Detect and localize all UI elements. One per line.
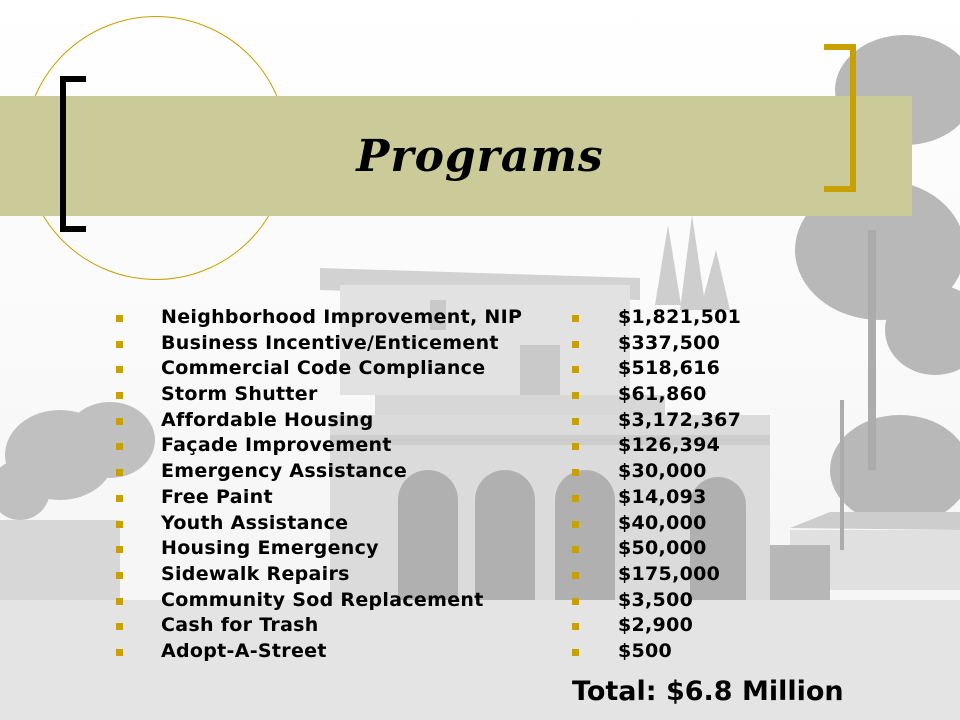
program-name: Commercial Code Compliance <box>161 357 486 380</box>
program-amount: $337,500 <box>618 331 721 354</box>
list-item <box>572 459 741 485</box>
bullet-icon <box>116 623 123 630</box>
program-amount: $14,093 <box>618 485 707 508</box>
program-amount: $126,394 <box>618 434 721 457</box>
bullet-icon <box>572 418 579 425</box>
program-name: Storm Shutter <box>161 383 318 406</box>
total-amount: Total: $6.8 Million <box>572 676 844 707</box>
program-names-list <box>116 305 522 665</box>
program-name: Community Sod Replacement <box>161 588 484 611</box>
program-amount: $40,000 <box>618 511 707 534</box>
list-item <box>572 408 741 434</box>
bullet-icon <box>116 366 123 373</box>
bullet-icon <box>572 598 579 605</box>
bullet-icon <box>572 469 579 476</box>
program-name: Affordable Housing <box>161 408 374 431</box>
program-amounts-list <box>572 305 741 665</box>
program-amount: $518,616 <box>618 357 721 380</box>
bullet-icon <box>116 649 123 656</box>
bullet-icon <box>572 572 579 579</box>
list-item <box>572 382 741 408</box>
list-item <box>116 511 522 537</box>
bullet-icon <box>572 546 579 553</box>
bullet-icon <box>116 469 123 476</box>
program-amount: $50,000 <box>618 537 707 560</box>
list-item <box>572 588 741 614</box>
list-item <box>116 459 522 485</box>
bullet-icon <box>116 418 123 425</box>
program-amount: $175,000 <box>618 562 721 585</box>
list-item <box>572 613 741 639</box>
list-item <box>116 331 522 357</box>
list-item <box>572 485 741 511</box>
list-item <box>116 305 522 331</box>
bullet-icon <box>116 392 123 399</box>
program-amount: $3,500 <box>618 588 694 611</box>
list-item <box>572 433 741 459</box>
bullet-icon <box>116 572 123 579</box>
bullet-icon <box>572 623 579 630</box>
list-item <box>572 305 741 331</box>
program-name: Sidewalk Repairs <box>161 562 350 585</box>
bullet-icon <box>572 521 579 528</box>
bullet-icon <box>116 315 123 322</box>
program-name: Housing Emergency <box>161 537 379 560</box>
program-name: Youth Assistance <box>161 511 349 534</box>
program-name: Emergency Assistance <box>161 460 408 483</box>
list-item <box>572 511 741 537</box>
list-item <box>116 639 522 665</box>
program-name: Adopt-A-Street <box>161 639 327 662</box>
program-amount: $30,000 <box>618 460 707 483</box>
program-amount: $500 <box>618 639 673 662</box>
program-amount: $61,860 <box>618 383 707 406</box>
bullet-icon <box>572 649 579 656</box>
program-amount: $1,821,501 <box>618 306 742 328</box>
bullet-icon <box>116 341 123 348</box>
list-item <box>572 356 741 382</box>
list-item <box>116 485 522 511</box>
program-name: Cash for Trash <box>161 614 319 637</box>
list-item <box>116 356 522 382</box>
program-amount: $3,172,367 <box>618 408 742 431</box>
program-name: Neighborhood Improvement, NIP <box>161 306 523 328</box>
list-item <box>572 331 741 357</box>
list-item <box>116 536 522 562</box>
bullet-icon <box>116 598 123 605</box>
list-item <box>116 588 522 614</box>
program-name: Free Paint <box>161 485 273 508</box>
bullet-icon <box>116 495 123 502</box>
program-name: Façade Improvement <box>161 434 392 457</box>
bullet-icon <box>572 366 579 373</box>
bullet-icon <box>572 341 579 348</box>
bullet-icon <box>572 315 579 322</box>
list-item <box>116 562 522 588</box>
list-item <box>572 536 741 562</box>
list-item <box>116 408 522 434</box>
slide-title: Programs <box>356 130 604 182</box>
list-item <box>116 382 522 408</box>
list-item <box>572 562 741 588</box>
bullet-icon <box>572 443 579 450</box>
list-item <box>116 613 522 639</box>
list-item <box>572 639 741 665</box>
bullet-icon <box>572 392 579 399</box>
bullet-icon <box>116 521 123 528</box>
bullet-icon <box>116 443 123 450</box>
bullet-icon <box>572 495 579 502</box>
list-item <box>116 433 522 459</box>
program-name: Business Incentive/Enticement <box>161 331 499 354</box>
program-amount: $2,900 <box>618 614 694 637</box>
bullet-icon <box>116 546 123 553</box>
